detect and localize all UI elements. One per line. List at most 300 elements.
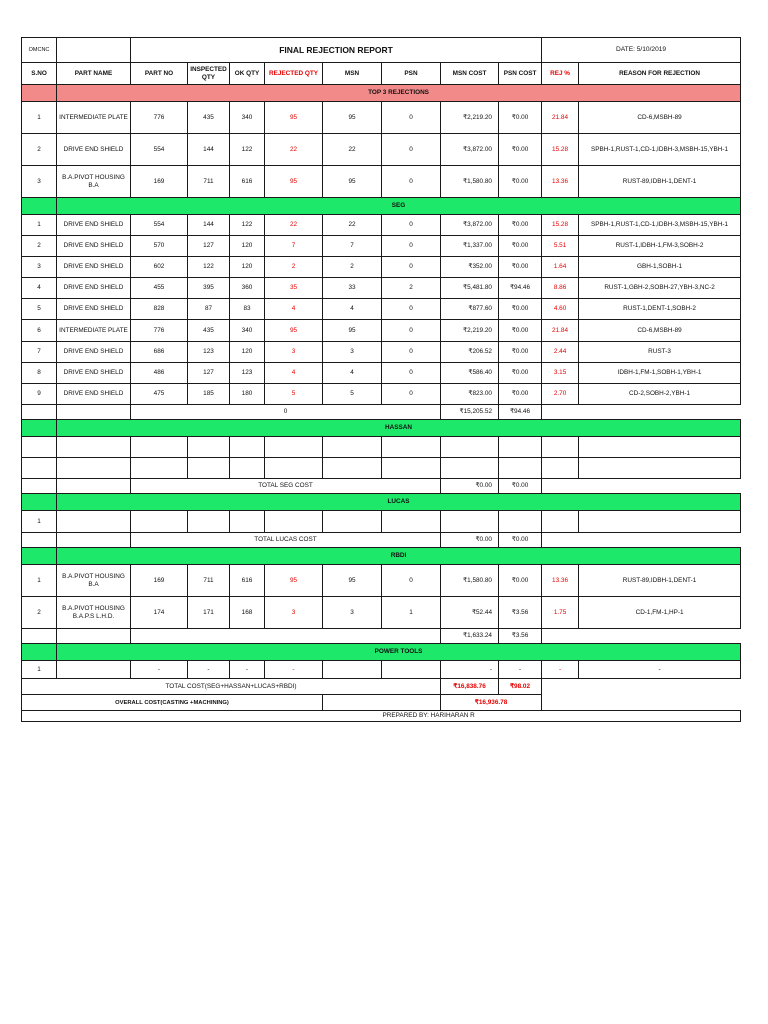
cell-inspected-qty: 144 bbox=[188, 215, 230, 236]
cell-msn-cost: ₹3,872.00 bbox=[441, 134, 499, 166]
header-reason: REASON FOR REJECTION bbox=[579, 63, 741, 85]
cell-reason: SPBH-1,RUST-1,CD-1,IDBH-3,MSBH-15,YBH-1 bbox=[579, 134, 741, 166]
cell-rej-percent: - bbox=[542, 661, 579, 679]
table-row bbox=[22, 299, 741, 320]
cell-psn-cost: ₹0.00 bbox=[499, 565, 542, 597]
total-cost-row bbox=[22, 679, 741, 695]
section-seg-title: SEG bbox=[57, 198, 741, 215]
cell-ok-qty bbox=[230, 458, 265, 479]
cell-reason bbox=[579, 511, 741, 533]
cell-reason bbox=[579, 437, 741, 458]
cell-sno: 5 bbox=[22, 299, 57, 320]
cell-reason: CD-6,MSBH-89 bbox=[579, 102, 741, 134]
lucas-total-row-label: TOTAL LUCAS COST bbox=[131, 533, 441, 548]
cell-msn: 5 bbox=[323, 384, 382, 405]
cell-part-name: DRIVE END SHIELD bbox=[57, 215, 131, 236]
section-power-tools-title: POWER TOOLS bbox=[57, 644, 741, 661]
overall-cost-spacer bbox=[542, 695, 741, 711]
cell-msn: 7 bbox=[323, 236, 382, 257]
lucas-total-row bbox=[22, 533, 741, 548]
cell-rej-percent: 8.86 bbox=[542, 278, 579, 299]
cell-part-no: 486 bbox=[131, 363, 188, 384]
empty-row bbox=[22, 437, 741, 458]
cell-msn-cost: ₹586.40 bbox=[441, 363, 499, 384]
cell-sno: 4 bbox=[22, 278, 57, 299]
cell-part-name: INTERMEDIATE PLATE bbox=[57, 320, 131, 342]
cell-msn bbox=[323, 661, 382, 679]
section-lucas-lead bbox=[22, 494, 57, 511]
cell-msn-cost: ₹352.00 bbox=[441, 257, 499, 278]
cell-reason: RUST-3 bbox=[579, 342, 741, 363]
seg-total-row-msn-cost: ₹15,205.52 bbox=[441, 405, 499, 420]
prepared-by: PREPARED BY: HARIHARAN R bbox=[323, 711, 741, 722]
header-part-name: PART NAME bbox=[57, 63, 131, 85]
header-rejected-qty: REJECTED QTY bbox=[265, 63, 323, 85]
cell-msn-cost: ₹52.44 bbox=[441, 597, 499, 629]
cell-part-no bbox=[131, 511, 188, 533]
cell-psn bbox=[382, 661, 441, 679]
cell-msn bbox=[323, 437, 382, 458]
cell-reason: IDBH-1,FM-1,SOBH-1,YBH-1 bbox=[579, 363, 741, 384]
cell-part-name: DRIVE END SHIELD bbox=[57, 278, 131, 299]
cell-sno: 1 bbox=[22, 661, 57, 679]
cell-inspected-qty: 127 bbox=[188, 236, 230, 257]
cell-rej-percent bbox=[542, 458, 579, 479]
empty-row bbox=[22, 511, 741, 533]
cell-rejected-qty: 4 bbox=[265, 363, 323, 384]
cell-rej-percent: 15.28 bbox=[542, 134, 579, 166]
cell-psn-cost bbox=[499, 511, 542, 533]
cell-psn bbox=[382, 437, 441, 458]
cell-msn: 4 bbox=[323, 299, 382, 320]
cell-psn-cost bbox=[499, 458, 542, 479]
cell-rejected-qty: - bbox=[265, 661, 323, 679]
cell-msn-cost: ₹1,580.80 bbox=[441, 166, 499, 198]
cell-rej-percent: 21.84 bbox=[542, 102, 579, 134]
cell-reason: RUST-1,IDBH-1,FM-3,SOBH-2 bbox=[579, 236, 741, 257]
cell-part-name: B.A.PIVOT HOUSING B.A bbox=[57, 166, 131, 198]
cell-sno: 1 bbox=[22, 511, 57, 533]
cell-rejected-qty: 3 bbox=[265, 342, 323, 363]
table-row bbox=[22, 342, 741, 363]
cell-msn bbox=[323, 458, 382, 479]
seg-total-row-psn-cost: ₹94.46 bbox=[499, 405, 542, 420]
seg-total-row-c10 bbox=[542, 405, 741, 420]
cell-rejected-qty bbox=[265, 511, 323, 533]
final-rejection-report-table bbox=[21, 37, 741, 722]
seg-total-row-label: 0 bbox=[131, 405, 441, 420]
section-top3-rejections-lead bbox=[22, 85, 57, 102]
cell-part-name bbox=[57, 661, 131, 679]
total-cost-label: TOTAL COST(SEG+HASSAN+LUCAS+RBDI) bbox=[22, 679, 441, 695]
cell-ok-qty: 122 bbox=[230, 134, 265, 166]
seg-total-row-c0 bbox=[22, 405, 57, 420]
table-row bbox=[22, 166, 741, 198]
rbdi-total-row-psn-cost: ₹3.56 bbox=[499, 629, 542, 644]
cell-inspected-qty: - bbox=[188, 661, 230, 679]
cell-psn-cost: ₹0.00 bbox=[499, 363, 542, 384]
table-row bbox=[22, 661, 741, 679]
cell-psn-cost: ₹0.00 bbox=[499, 342, 542, 363]
section-hassan-title: HASSAN bbox=[57, 420, 741, 437]
hassan-total-row bbox=[22, 479, 741, 494]
table-row bbox=[22, 384, 741, 405]
cell-msn-cost bbox=[441, 437, 499, 458]
overall-cost-value: ₹16,936.78 bbox=[441, 695, 542, 711]
cell-inspected-qty: 711 bbox=[188, 565, 230, 597]
cell-inspected-qty: 711 bbox=[188, 166, 230, 198]
cell-ok-qty bbox=[230, 511, 265, 533]
cell-msn bbox=[323, 511, 382, 533]
cell-inspected-qty: 395 bbox=[188, 278, 230, 299]
header-psn: PSN bbox=[382, 63, 441, 85]
cell-psn: 0 bbox=[382, 102, 441, 134]
cell-msn: 95 bbox=[323, 565, 382, 597]
cell-ok-qty: 120 bbox=[230, 342, 265, 363]
cell-rej-percent bbox=[542, 437, 579, 458]
lucas-total-row-c1 bbox=[57, 533, 131, 548]
cell-reason: RUST-89,IDBH-1,DENT-1 bbox=[579, 166, 741, 198]
cell-reason: CD-1,FM-1,HP-1 bbox=[579, 597, 741, 629]
cell-rej-percent: 3.15 bbox=[542, 363, 579, 384]
cell-psn-cost: ₹0.00 bbox=[499, 102, 542, 134]
header-msn-cost: MSN COST bbox=[441, 63, 499, 85]
cell-psn: 0 bbox=[382, 320, 441, 342]
rbdi-total-row-label bbox=[131, 629, 441, 644]
cell-part-name bbox=[57, 458, 131, 479]
cell-inspected-qty: 123 bbox=[188, 342, 230, 363]
cell-part-no: 169 bbox=[131, 565, 188, 597]
cell-rej-percent: 1.64 bbox=[542, 257, 579, 278]
section-seg-lead bbox=[22, 198, 57, 215]
cell-msn: 22 bbox=[323, 134, 382, 166]
cell-reason: SPBH-1,RUST-1,CD-1,IDBH-3,MSBH-15,YBH-1 bbox=[579, 215, 741, 236]
cell-part-no: 776 bbox=[131, 320, 188, 342]
cell-msn-cost bbox=[441, 458, 499, 479]
cell-sno: 9 bbox=[22, 384, 57, 405]
cell-rej-percent: 2.70 bbox=[542, 384, 579, 405]
cell-rejected-qty: 2 bbox=[265, 257, 323, 278]
header-part-no: PART NO bbox=[131, 63, 188, 85]
cell-inspected-qty: 435 bbox=[188, 320, 230, 342]
cell-sno: 1 bbox=[22, 215, 57, 236]
cell-psn-cost bbox=[499, 437, 542, 458]
cell-msn-cost: ₹2,219.20 bbox=[441, 102, 499, 134]
cell-sno bbox=[22, 437, 57, 458]
cell-reason: CD-6,MSBH-89 bbox=[579, 320, 741, 342]
cell-sno: 2 bbox=[22, 236, 57, 257]
cell-part-no: 602 bbox=[131, 257, 188, 278]
cell-msn-cost: ₹1,337.00 bbox=[441, 236, 499, 257]
cell-psn: 0 bbox=[382, 166, 441, 198]
cell-ok-qty: 120 bbox=[230, 257, 265, 278]
cell-psn: 0 bbox=[382, 565, 441, 597]
cell-part-name: DRIVE END SHIELD bbox=[57, 342, 131, 363]
cell-psn: 0 bbox=[382, 363, 441, 384]
cell-msn-cost: ₹877.60 bbox=[441, 299, 499, 320]
cell-part-name: B.A.PIVOT HOUSING B.A.P.S L.H.D. bbox=[57, 597, 131, 629]
cell-reason: - bbox=[579, 661, 741, 679]
cell-psn: 0 bbox=[382, 134, 441, 166]
cell-part-name: INTERMEDIATE PLATE bbox=[57, 102, 131, 134]
cell-part-no: 570 bbox=[131, 236, 188, 257]
empty-row bbox=[22, 458, 741, 479]
header-rej-percent: REJ % bbox=[542, 63, 579, 85]
overall-cost-label: OVERALL COST(CASTING +MACHINING) bbox=[22, 695, 323, 711]
cell-part-no: - bbox=[131, 661, 188, 679]
cell-sno: 1 bbox=[22, 102, 57, 134]
table-row bbox=[22, 597, 741, 629]
cell-part-name: DRIVE END SHIELD bbox=[57, 299, 131, 320]
table-row bbox=[22, 363, 741, 384]
lucas-total-row-c10 bbox=[542, 533, 741, 548]
cell-ok-qty: 340 bbox=[230, 102, 265, 134]
cell-ok-qty: 180 bbox=[230, 384, 265, 405]
cell-msn: 3 bbox=[323, 597, 382, 629]
cell-inspected-qty bbox=[188, 437, 230, 458]
table-row bbox=[22, 236, 741, 257]
cell-psn: 0 bbox=[382, 342, 441, 363]
cell-msn: 95 bbox=[323, 102, 382, 134]
header-inspected-qty: INSPECTED QTY bbox=[188, 63, 230, 85]
cell-reason: CD-2,SOBH-2,YBH-1 bbox=[579, 384, 741, 405]
cell-msn-cost: ₹3,872.00 bbox=[441, 215, 499, 236]
table-row bbox=[22, 257, 741, 278]
cell-sno: 2 bbox=[22, 134, 57, 166]
cell-ok-qty: - bbox=[230, 661, 265, 679]
cell-rejected-qty: 22 bbox=[265, 215, 323, 236]
cell-psn-cost: ₹0.00 bbox=[499, 166, 542, 198]
cell-psn: 0 bbox=[382, 236, 441, 257]
header-sno: S.NO bbox=[22, 63, 57, 85]
report-date: DATE: 5/10/2019 bbox=[542, 38, 741, 63]
rbdi-total-row-c1 bbox=[57, 629, 131, 644]
cell-psn: 0 bbox=[382, 299, 441, 320]
cell-part-no: 475 bbox=[131, 384, 188, 405]
cell-psn bbox=[382, 458, 441, 479]
section-hassan bbox=[22, 420, 741, 437]
overall-cost-blank bbox=[323, 695, 441, 711]
cell-part-name: DRIVE END SHIELD bbox=[57, 363, 131, 384]
cell-msn-cost bbox=[441, 511, 499, 533]
section-top3-rejections bbox=[22, 85, 741, 102]
cell-rej-percent: 15.28 bbox=[542, 215, 579, 236]
cell-psn-cost: ₹0.00 bbox=[499, 134, 542, 166]
cell-psn: 0 bbox=[382, 257, 441, 278]
cell-part-no bbox=[131, 437, 188, 458]
cell-reason: GBH-1,SOBH-1 bbox=[579, 257, 741, 278]
section-rbdi-lead bbox=[22, 548, 57, 565]
rbdi-total-row-c10 bbox=[542, 629, 741, 644]
hassan-total-row-label: TOTAL SEG COST bbox=[131, 479, 441, 494]
cell-ok-qty: 616 bbox=[230, 565, 265, 597]
cell-part-no: 828 bbox=[131, 299, 188, 320]
cell-part-no: 169 bbox=[131, 166, 188, 198]
header-msn: MSN bbox=[323, 63, 382, 85]
cell-sno: 7 bbox=[22, 342, 57, 363]
section-lucas bbox=[22, 494, 741, 511]
cell-msn: 95 bbox=[323, 166, 382, 198]
cell-sno: 2 bbox=[22, 597, 57, 629]
cell-rejected-qty: 95 bbox=[265, 565, 323, 597]
company-code: OMCNC bbox=[22, 38, 57, 63]
section-power-tools-lead bbox=[22, 644, 57, 661]
cell-sno: 3 bbox=[22, 166, 57, 198]
overall-cost-row bbox=[22, 695, 741, 711]
cell-inspected-qty: 185 bbox=[188, 384, 230, 405]
cell-rejected-qty: 95 bbox=[265, 166, 323, 198]
cell-inspected-qty: 144 bbox=[188, 134, 230, 166]
lucas-total-row-psn-cost: ₹0.00 bbox=[499, 533, 542, 548]
cell-reason: RUST-89,IDBH-1,DENT-1 bbox=[579, 565, 741, 597]
cell-msn-cost: ₹5,481.80 bbox=[441, 278, 499, 299]
column-header-row bbox=[22, 63, 741, 85]
table-row bbox=[22, 565, 741, 597]
cell-psn: 0 bbox=[382, 215, 441, 236]
hassan-total-row-psn-cost: ₹0.00 bbox=[499, 479, 542, 494]
table-row bbox=[22, 215, 741, 236]
cell-part-no: 554 bbox=[131, 134, 188, 166]
cell-psn-cost: ₹0.00 bbox=[499, 257, 542, 278]
cell-reason bbox=[579, 458, 741, 479]
cell-msn-cost: ₹823.00 bbox=[441, 384, 499, 405]
cell-sno: 1 bbox=[22, 565, 57, 597]
cell-part-no: 686 bbox=[131, 342, 188, 363]
lucas-total-row-c0 bbox=[22, 533, 57, 548]
table-row bbox=[22, 102, 741, 134]
cell-psn-cost: ₹0.00 bbox=[499, 236, 542, 257]
cell-rejected-qty bbox=[265, 458, 323, 479]
table-row bbox=[22, 320, 741, 342]
cell-part-no: 776 bbox=[131, 102, 188, 134]
cell-psn: 0 bbox=[382, 384, 441, 405]
cell-rejected-qty: 95 bbox=[265, 320, 323, 342]
cell-rej-percent: 5.51 bbox=[542, 236, 579, 257]
cell-msn: 95 bbox=[323, 320, 382, 342]
cell-part-name bbox=[57, 511, 131, 533]
cell-rejected-qty: 22 bbox=[265, 134, 323, 166]
header-ok-qty: OK QTY bbox=[230, 63, 265, 85]
cell-msn-cost: ₹1,580.80 bbox=[441, 565, 499, 597]
cell-rej-percent bbox=[542, 511, 579, 533]
cell-ok-qty: 83 bbox=[230, 299, 265, 320]
rbdi-total-row-msn-cost: ₹1,633.24 bbox=[441, 629, 499, 644]
cell-inspected-qty: 87 bbox=[188, 299, 230, 320]
section-seg bbox=[22, 198, 741, 215]
cell-part-no: 554 bbox=[131, 215, 188, 236]
section-hassan-lead bbox=[22, 420, 57, 437]
cell-sno: 8 bbox=[22, 363, 57, 384]
table-row bbox=[22, 134, 741, 166]
cell-rejected-qty: 3 bbox=[265, 597, 323, 629]
cell-inspected-qty: 435 bbox=[188, 102, 230, 134]
cell-rejected-qty: 5 bbox=[265, 384, 323, 405]
cell-part-name: DRIVE END SHIELD bbox=[57, 257, 131, 278]
cell-rej-percent: 1.75 bbox=[542, 597, 579, 629]
section-power-tools bbox=[22, 644, 741, 661]
rbdi-total-row-c0 bbox=[22, 629, 57, 644]
cell-ok-qty: 120 bbox=[230, 236, 265, 257]
cell-psn-cost: - bbox=[499, 661, 542, 679]
total-msn-cost: ₹16,838.76 bbox=[441, 679, 499, 695]
cell-part-name: B.A.PIVOT HOUSING B.A bbox=[57, 565, 131, 597]
cell-rejected-qty: 7 bbox=[265, 236, 323, 257]
cell-inspected-qty: 122 bbox=[188, 257, 230, 278]
cell-part-no bbox=[131, 458, 188, 479]
cell-msn-cost: ₹2,219.20 bbox=[441, 320, 499, 342]
cell-reason: RUST-1,DENT-1,SOBH-2 bbox=[579, 299, 741, 320]
header-psn-cost: PSN COST bbox=[499, 63, 542, 85]
cell-psn-cost: ₹0.00 bbox=[499, 384, 542, 405]
cell-sno: 3 bbox=[22, 257, 57, 278]
cell-ok-qty: 616 bbox=[230, 166, 265, 198]
cell-part-name: DRIVE END SHIELD bbox=[57, 236, 131, 257]
lucas-total-row-msn-cost: ₹0.00 bbox=[441, 533, 499, 548]
total-psn-cost: ₹98.02 bbox=[499, 679, 542, 695]
report-title: FINAL REJECTION REPORT bbox=[131, 38, 542, 63]
prepared-by-row bbox=[22, 711, 741, 722]
cell-rejected-qty bbox=[265, 437, 323, 458]
cell-inspected-qty: 127 bbox=[188, 363, 230, 384]
cell-inspected-qty bbox=[188, 511, 230, 533]
cell-msn-cost: - bbox=[441, 661, 499, 679]
cell-sno bbox=[22, 458, 57, 479]
cell-ok-qty bbox=[230, 437, 265, 458]
cell-rejected-qty: 95 bbox=[265, 102, 323, 134]
cell-msn: 33 bbox=[323, 278, 382, 299]
cell-part-name: DRIVE END SHIELD bbox=[57, 384, 131, 405]
cell-ok-qty: 123 bbox=[230, 363, 265, 384]
cell-inspected-qty: 171 bbox=[188, 597, 230, 629]
cell-msn: 2 bbox=[323, 257, 382, 278]
cell-psn: 2 bbox=[382, 278, 441, 299]
hassan-total-row-c0 bbox=[22, 479, 57, 494]
cell-rejected-qty: 4 bbox=[265, 299, 323, 320]
cell-rej-percent: 2.44 bbox=[542, 342, 579, 363]
cell-msn: 3 bbox=[323, 342, 382, 363]
cell-msn: 22 bbox=[323, 215, 382, 236]
cell-psn-cost: ₹0.00 bbox=[499, 320, 542, 342]
cell-ok-qty: 122 bbox=[230, 215, 265, 236]
seg-total-row bbox=[22, 405, 741, 420]
rbdi-total-row bbox=[22, 629, 741, 644]
section-top3-rejections-title: TOP 3 REJECTIONS bbox=[57, 85, 741, 102]
hassan-total-row-c1 bbox=[57, 479, 131, 494]
cell-rejected-qty: 35 bbox=[265, 278, 323, 299]
cell-psn: 1 bbox=[382, 597, 441, 629]
hassan-total-row-msn-cost: ₹0.00 bbox=[441, 479, 499, 494]
cell-rej-percent: 21.84 bbox=[542, 320, 579, 342]
cell-rej-percent: 13.36 bbox=[542, 166, 579, 198]
cell-inspected-qty bbox=[188, 458, 230, 479]
hassan-total-row-c10 bbox=[542, 479, 741, 494]
section-rbdi bbox=[22, 548, 741, 565]
cell-rej-percent: 13.36 bbox=[542, 565, 579, 597]
cell-ok-qty: 340 bbox=[230, 320, 265, 342]
cell-psn-cost: ₹0.00 bbox=[499, 215, 542, 236]
section-lucas-title: LUCAS bbox=[57, 494, 741, 511]
cell-psn-cost: ₹3.56 bbox=[499, 597, 542, 629]
cell-psn-cost: ₹94.46 bbox=[499, 278, 542, 299]
cell-psn-cost: ₹0.00 bbox=[499, 299, 542, 320]
cell-part-name bbox=[57, 437, 131, 458]
prepared-by-blank bbox=[22, 711, 323, 722]
cell-ok-qty: 168 bbox=[230, 597, 265, 629]
cell-rej-percent: 4.60 bbox=[542, 299, 579, 320]
section-rbdi-title: RBDI bbox=[57, 548, 741, 565]
seg-total-row-c1 bbox=[57, 405, 131, 420]
cell-part-no: 455 bbox=[131, 278, 188, 299]
